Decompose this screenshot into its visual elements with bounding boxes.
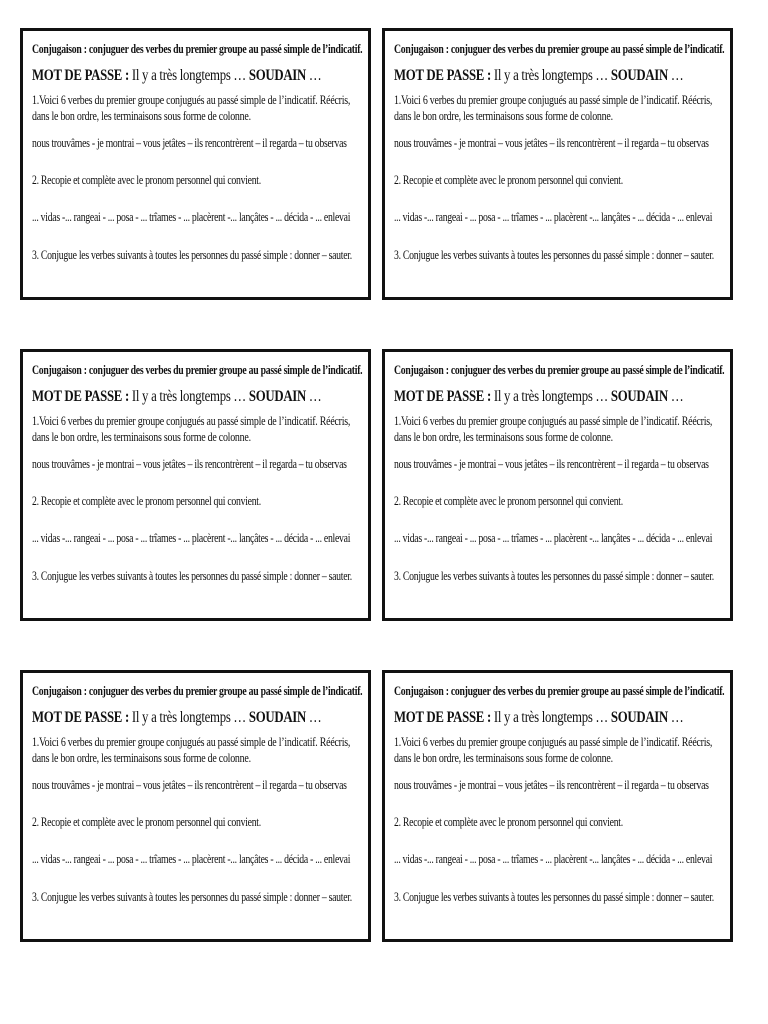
question-1: 1.Voici 6 verbes du premier groupe conjugués au passé simple de l’indicatif. Réécris, dans le bon ordre, les terminaisons sous forme de colonne. <box>32 735 351 765</box>
password-label: MOT DE PASSE : <box>32 67 129 84</box>
verb-list: nous trouvâmes - je montrai – vous jetâtes – ils rencontrèrent – il regarda – tu observas <box>394 136 709 150</box>
exercise-card <box>382 670 733 942</box>
question-2: 2. Recopie et complète avec le pronom personnel qui convient. <box>394 815 623 829</box>
password-line <box>32 67 322 87</box>
password-end: … <box>305 388 322 405</box>
verb-list: nous trouvâmes - je montrai – vous jetâtes – ils rencontrèrent – il regarda – tu observas <box>32 136 347 150</box>
question-3: 3. Conjugue les verbes suivants à toutes les personnes du passé simple : donner – sauter. <box>32 248 352 262</box>
card-title: Conjugaison : conjuguer des verbes du premier groupe au passé simple de l’indicatif. <box>394 42 725 56</box>
password-label: MOT DE PASSE : <box>394 388 491 405</box>
verb-list: nous trouvâmes - je montrai – vous jetâtes – ils rencontrèrent – il regarda – tu observas <box>32 778 347 792</box>
question-3: 3. Conjugue les verbes suivants à toutes les personnes du passé simple : donner – sauter. <box>394 569 714 583</box>
password-line <box>32 709 322 729</box>
question-2: 2. Recopie et complète avec le pronom personnel qui convient. <box>32 494 261 508</box>
question-2: 2. Recopie et complète avec le pronom personnel qui convient. <box>394 494 623 508</box>
card-title: Conjugaison : conjuguer des verbes du premier groupe au passé simple de l’indicatif. <box>32 363 363 377</box>
card-title: Conjugaison : conjuguer des verbes du premier groupe au passé simple de l’indicatif. <box>32 684 363 698</box>
question-3: 3. Conjugue les verbes suivants à toutes les personnes du passé simple : donner – sauter. <box>394 890 714 904</box>
password-line <box>394 388 684 408</box>
question-1: 1.Voici 6 verbes du premier groupe conjugués au passé simple de l’indicatif. Réécris, dans le bon ordre, les terminaisons sous forme de colonne. <box>32 93 351 123</box>
fill-in-line: ... vidas -... rangeai - ... posa - ... trîames - ... placèrent -... lançâtes - ... décida - ... enlevai <box>394 210 713 224</box>
fill-in-line: ... vidas -... rangeai - ... posa - ... trîames - ... placèrent -... lançâtes - ... décida - ... enlevai <box>32 210 351 224</box>
fill-in-line: ... vidas -... rangeai - ... posa - ... trîames - ... placèrent -... lançâtes - ... décida - ... enlevai <box>394 531 713 545</box>
password-word: SOUDAIN <box>610 67 668 84</box>
password-word: SOUDAIN <box>248 709 306 726</box>
password-label: MOT DE PASSE : <box>394 67 491 84</box>
password-end: … <box>305 709 322 726</box>
question-1: 1.Voici 6 verbes du premier groupe conjugués au passé simple de l’indicatif. Réécris, dans le bon ordre, les terminaisons sous forme de colonne. <box>32 414 351 444</box>
verb-list: nous trouvâmes - je montrai – vous jetâtes – ils rencontrèrent – il regarda – tu observas <box>394 457 709 471</box>
password-line <box>394 67 684 87</box>
password-end: … <box>305 67 322 84</box>
password-text: Il y a très longtemps … <box>128 709 249 726</box>
password-label: MOT DE PASSE : <box>394 709 491 726</box>
exercise-card <box>382 28 733 300</box>
password-word: SOUDAIN <box>248 388 306 405</box>
exercise-card <box>20 349 371 621</box>
question-1: 1.Voici 6 verbes du premier groupe conjugués au passé simple de l’indicatif. Réécris, dans le bon ordre, les terminaisons sous forme de colonne. <box>394 414 713 444</box>
password-word: SOUDAIN <box>248 67 306 84</box>
question-3: 3. Conjugue les verbes suivants à toutes les personnes du passé simple : donner – sauter. <box>32 569 352 583</box>
password-text: Il y a très longtemps … <box>490 388 611 405</box>
exercise-card <box>382 349 733 621</box>
password-line <box>32 388 322 408</box>
password-line <box>394 709 684 729</box>
password-word: SOUDAIN <box>610 709 668 726</box>
password-text: Il y a très longtemps … <box>128 388 249 405</box>
password-word: SOUDAIN <box>610 388 668 405</box>
password-text: Il y a très longtemps … <box>490 709 611 726</box>
question-1: 1.Voici 6 verbes du premier groupe conjugués au passé simple de l’indicatif. Réécris, dans le bon ordre, les terminaisons sous forme de colonne. <box>394 735 713 765</box>
card-title: Conjugaison : conjuguer des verbes du premier groupe au passé simple de l’indicatif. <box>32 42 363 56</box>
password-text: Il y a très longtemps … <box>128 67 249 84</box>
question-2: 2. Recopie et complète avec le pronom personnel qui convient. <box>32 815 261 829</box>
question-3: 3. Conjugue les verbes suivants à toutes les personnes du passé simple : donner – sauter. <box>32 890 352 904</box>
fill-in-line: ... vidas -... rangeai - ... posa - ... trîames - ... placèrent -... lançâtes - ... décida - ... enlevai <box>394 852 713 866</box>
verb-list: nous trouvâmes - je montrai – vous jetâtes – ils rencontrèrent – il regarda – tu observas <box>394 778 709 792</box>
question-1: 1.Voici 6 verbes du premier groupe conjugués au passé simple de l’indicatif. Réécris, dans le bon ordre, les terminaisons sous forme de colonne. <box>394 93 713 123</box>
card-title: Conjugaison : conjuguer des verbes du premier groupe au passé simple de l’indicatif. <box>394 363 725 377</box>
password-label: MOT DE PASSE : <box>32 388 129 405</box>
password-end: … <box>667 709 684 726</box>
password-label: MOT DE PASSE : <box>32 709 129 726</box>
exercise-card <box>20 670 371 942</box>
password-end: … <box>667 388 684 405</box>
question-2: 2. Recopie et complète avec le pronom personnel qui convient. <box>32 173 261 187</box>
verb-list: nous trouvâmes - je montrai – vous jetâtes – ils rencontrèrent – il regarda – tu observas <box>32 457 347 471</box>
password-text: Il y a très longtemps … <box>490 67 611 84</box>
exercise-card <box>20 28 371 300</box>
fill-in-line: ... vidas -... rangeai - ... posa - ... trîames - ... placèrent -... lançâtes - ... décida - ... enlevai <box>32 531 351 545</box>
question-3: 3. Conjugue les verbes suivants à toutes les personnes du passé simple : donner – sauter. <box>394 248 714 262</box>
fill-in-line: ... vidas -... rangeai - ... posa - ... trîames - ... placèrent -... lançâtes - ... décida - ... enlevai <box>32 852 351 866</box>
question-2: 2. Recopie et complète avec le pronom personnel qui convient. <box>394 173 623 187</box>
card-title: Conjugaison : conjuguer des verbes du premier groupe au passé simple de l’indicatif. <box>394 684 725 698</box>
password-end: … <box>667 67 684 84</box>
